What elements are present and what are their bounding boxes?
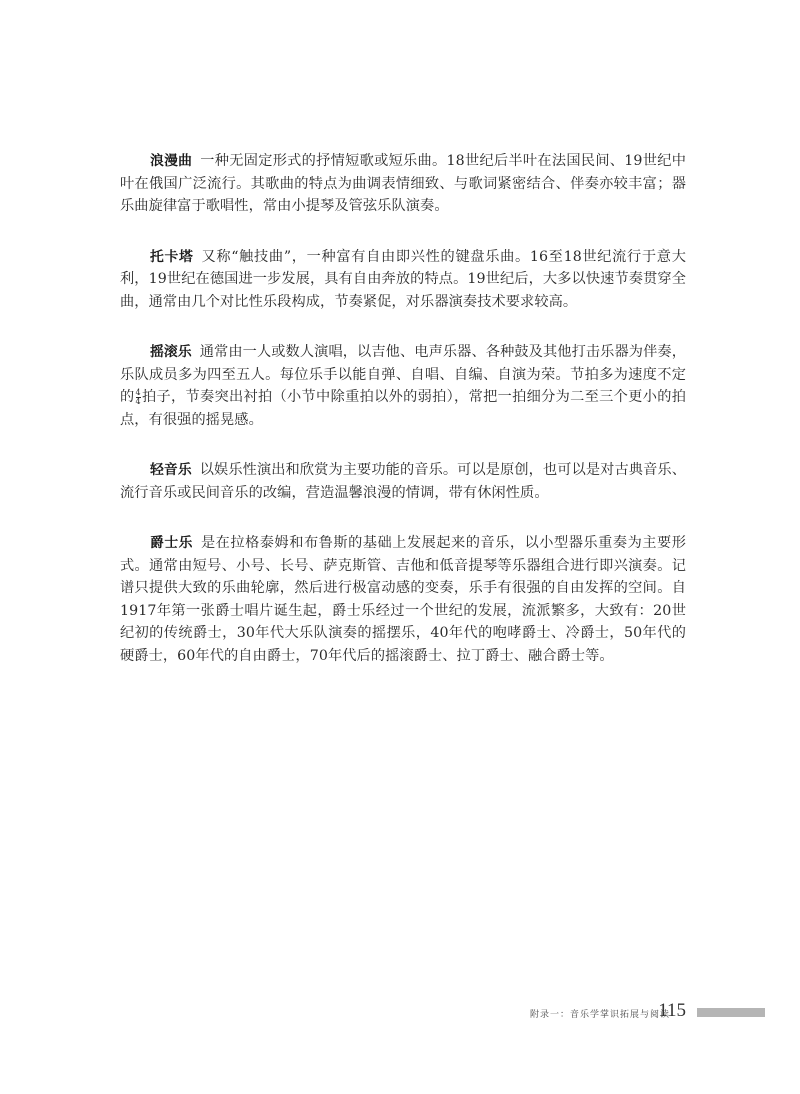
glossary-entry-rock [120,341,686,431]
footer-section-title: 附录一：音乐学掌识拓展与阅读 [529,1010,670,1020]
entry-text-after: 拍子，节奏突出衬拍（小节中除重拍以外的弱拍），常把一拍细分为二至三个更小的拍点，有很强的摇晃感。 [120,389,686,428]
glossary-entry-jazz [120,532,686,667]
entry-text: 是在拉格泰姆和布鲁斯的基础上发展起来的音乐，以小型器乐重奏为主要形式。通常由短号、小号、长号、萨克斯管、吉他和低音提琴等乐器组合进行即兴演奏。记谱只提供大致的乐曲轮廓，然后进行极富动感的变奏，乐手有很强的自由发挥的空间。自1917年第一张爵士唱片诞生起，爵士乐经过一个世纪的发展，流派繁多，大致有：20世纪初的传统爵士，30年代大乐队演奏的摇摆乐，40年代的咆哮爵士、冷爵士，50年代的硬爵士，60年代的自由爵士，70年代后的摇滚爵士、拉丁爵士、融合爵士等。 [120,535,686,664]
time-signature-fraction [136,389,141,406]
fraction-denominator: 4 [135,396,141,406]
glossary-entry-light-music [120,459,686,504]
entry-text-before: 通常由一人或数人演唱，以吉他、电声乐器、各种鼓及其他打击乐器为伴奏，乐队成员多为四至五人。每位乐手以能自弹、自唱、自编、自演为荣。节拍多为速度不定的 [120,344,686,405]
page-number: 115 [658,1000,686,1021]
entry-term: 托卡塔 [150,248,194,265]
entry-text: 又称“触技曲”，一种富有自由即兴性的键盘乐曲。16至18世纪流行于意大利，19世纪在德国进一步发展，具有自由奔放的特点。19世纪后，大多以快速节奏贯穿全曲，通常由几个对比性乐段构成，节奏紧促，对乐器演奏技术要求较高。 [120,248,686,310]
entry-term: 摇滚乐 [150,344,192,360]
entry-text: 以娱乐性演出和欣赏为主要功能的音乐。可以是原创，也可以是对古典音乐、流行音乐或民间音乐的改编，营造温馨浪漫的情调，带有休闲性质。 [120,462,686,501]
fraction-numerator: 4 [135,387,141,397]
glossary-entry-toccata [120,246,686,314]
entry-term: 轻音乐 [150,462,192,478]
footer-decorative-bar [697,1008,765,1017]
glossary-content [120,150,686,695]
entry-text: 一种无固定形式的抒情短歌或短乐曲。18世纪后半叶在法国民间、19世纪中叶在俄国广泛流行。其歌曲的特点为曲调表情细致、与歌词紧密结合、伴奏亦较丰富；器乐曲旋律富于歌唱性，常由小提琴及管弦乐队演奏。 [120,153,686,214]
entry-term: 浪漫曲 [150,153,193,169]
glossary-entry-romance [120,150,686,218]
page-footer [0,1000,800,1024]
entry-term: 爵士乐 [150,535,193,551]
